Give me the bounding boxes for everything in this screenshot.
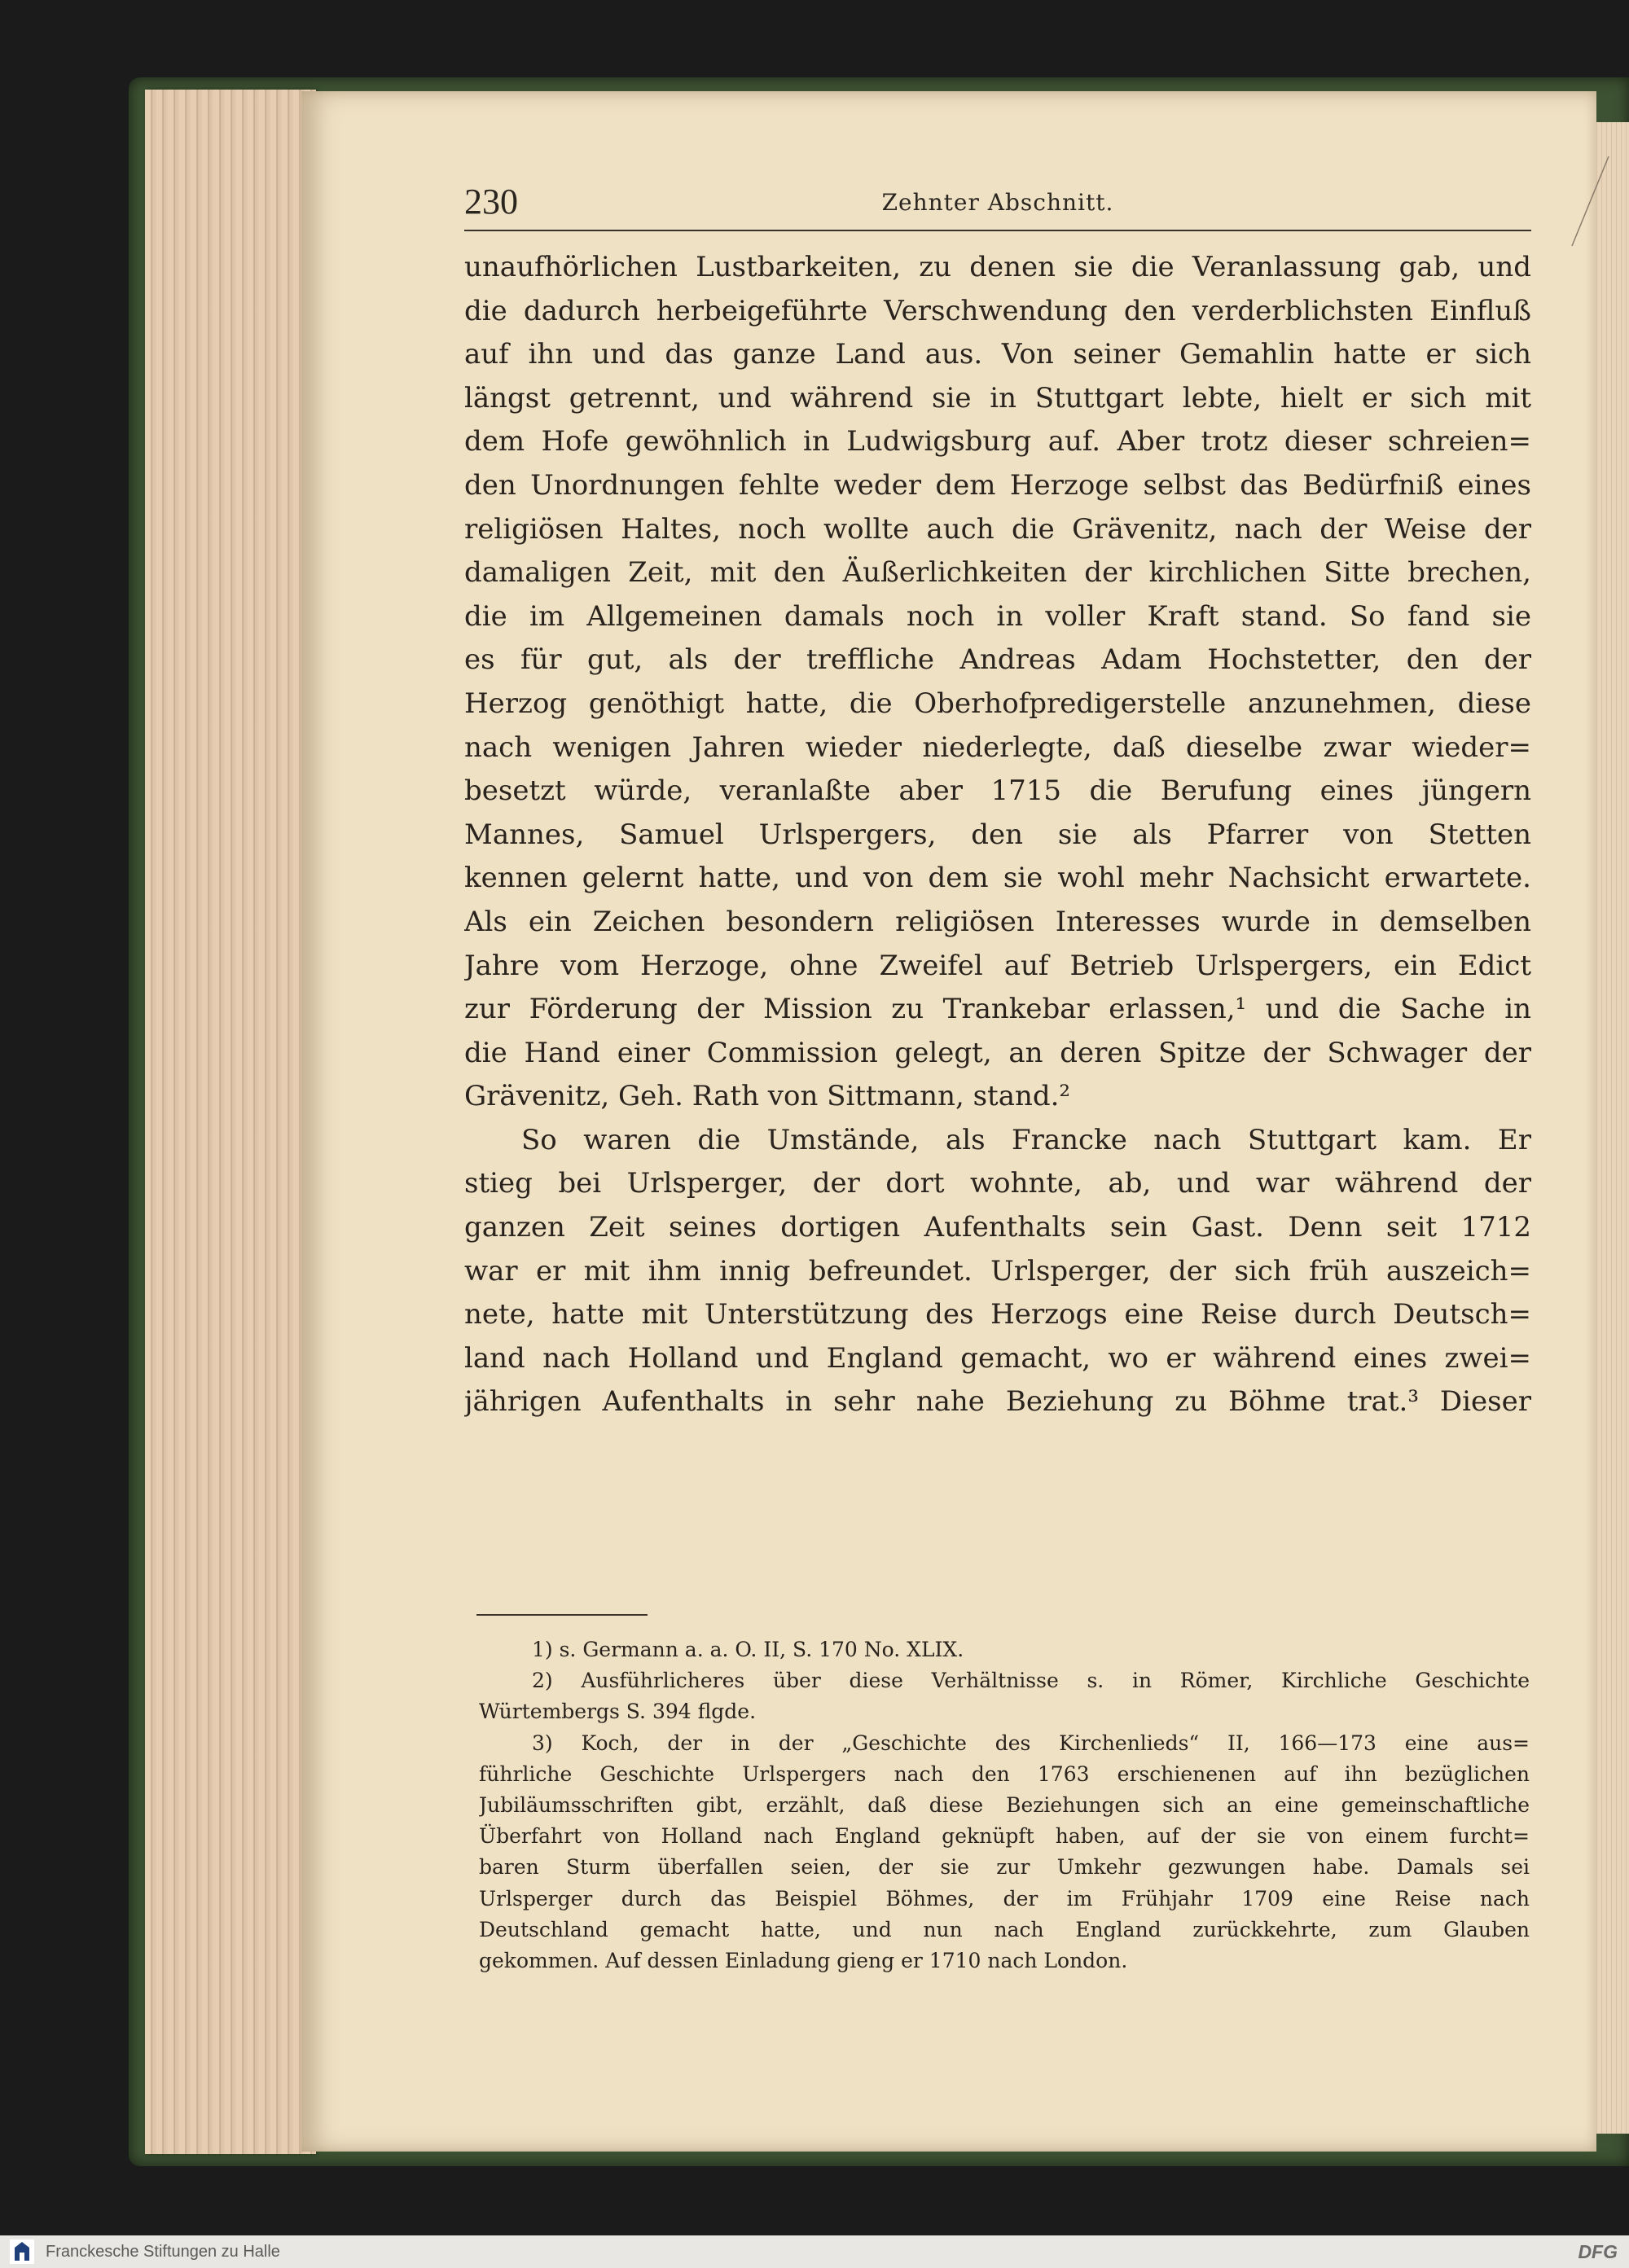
pencil-mark xyxy=(1539,140,1629,254)
body-text xyxy=(464,246,1531,1424)
footnote-line: 3) Koch, der in der „Geschichte des Kirchenlieds“ II, 166—173 eine aus= xyxy=(532,1731,1530,1755)
text-line: die Hand einer Commission gelegt, an deren Spitze der Schwager der xyxy=(464,1036,1531,1069)
institution-logo-icon xyxy=(10,2239,34,2264)
book-page xyxy=(301,91,1596,2152)
footnote-line: Würtembergs S. 394 flgde. xyxy=(479,1700,757,1724)
footnote-line: führliche Geschichte Urlspergers nach den 1763 erschienenen auf ihn bezüglichen xyxy=(479,1761,1530,1786)
text-line: kennen gelernt hatte, und von dem sie wohl mehr Nachsicht erwartete. xyxy=(464,862,1531,895)
text-line: zur Förderung der Mission zu Trankebar erlassen,¹ und die Sache in xyxy=(464,993,1531,1026)
footnote-line: Deutschland gemacht hatte, und nun nach England zurückkehrte, zum Glauben xyxy=(479,1917,1530,1941)
footnote-rule xyxy=(476,1614,648,1616)
text-line: Herzog genöthigt hatte, die Oberhofpredigerstelle anzunehmen, diese xyxy=(464,687,1531,720)
text-line: besetzt würde, veranlaßte aber 1715 die Berufung eines jüngern xyxy=(464,774,1531,808)
footnote-line: 2) Ausführlicheres über diese Verhältnisse s. in Römer, Kirchliche Geschichte xyxy=(532,1669,1530,1693)
text-line: die im Allgemeinen damals noch in voller Kraft stand. So fand sie xyxy=(464,599,1531,633)
footnote-line: Jubiläumsschriften gibt, erzählt, daß diese Beziehungen sich an eine gemeinschaftliche xyxy=(479,1792,1530,1817)
text-line: auf ihn und das ganze Land aus. Von seiner Gemahlin hatte er sich xyxy=(464,338,1531,371)
footnote-line: baren Sturm überfallen seien, der sie zur Umkehr gezwungen habe. Damals sei xyxy=(479,1855,1530,1880)
text-line: jährigen Aufenthalts in sehr nahe Beziehung zu Böhme trat.³ Dieser xyxy=(464,1385,1531,1419)
text-line: So waren die Umstände, als Francke nach Stuttgart kam. Er xyxy=(521,1123,1531,1156)
text-line: stieg bei Urlsperger, der dort wohnte, ab, und war während der xyxy=(464,1167,1531,1200)
text-line: den Unordnungen fehlte weder dem Herzoge selbst das Bedürfniß eines xyxy=(464,468,1531,502)
text-line: nach wenigen Jahren wieder niederlegte, daß dieselbe zwar wieder= xyxy=(464,730,1531,764)
text-line: längst getrennt, und während sie in Stuttgart lebte, hielt er sich mit xyxy=(464,381,1531,415)
text-line: es für gut, als der treffliche Andreas Adam Hochstetter, den der xyxy=(464,643,1531,677)
footnote-line: 1) s. Germann a. a. O. II, S. 170 No. XLIX. xyxy=(532,1638,964,1661)
footnote-line: Überfahrt von Holland nach England geknüpft haben, auf der sie von einem furcht= xyxy=(479,1824,1530,1849)
text-line: damaligen Zeit, mit den Äußerlichkeiten der kirchlichen Sitte brechen, xyxy=(464,556,1531,590)
header-rule xyxy=(464,230,1531,231)
footnote-line: gekommen. Auf dessen Einladung gieng er 1710 nach London. xyxy=(479,1948,1128,1972)
page-edges-left xyxy=(145,90,316,2154)
viewer-footer xyxy=(0,2235,1629,2268)
text-line: unaufhörlichen Lustbarkeiten, zu denen sie die Veranlassung gab, und xyxy=(464,251,1531,283)
text-line: die dadurch herbeigeführte Verschwendung den verderblichsten Einfluß xyxy=(464,294,1531,327)
running-title: Zehnter Abschnitt. xyxy=(881,189,1114,216)
footnotes xyxy=(479,1634,1530,1976)
text-line: Als ein Zeichen besondern religiösen Interesses wurde in demselben xyxy=(464,905,1531,938)
page-number: 230 xyxy=(464,182,518,222)
text-line: ganzen Zeit seines dortigen Aufenthalts sein Gast. Denn seit 1712 xyxy=(464,1211,1531,1244)
text-line: religiösen Haltes, noch wollte auch die Grävenitz, nach der Weise der xyxy=(464,512,1531,546)
text-line: dem Hofe gewöhnlich in Ludwigsburg auf. Aber trotz dieser schreien= xyxy=(464,425,1531,458)
footnote-line: Urlsperger durch das Beispiel Böhmes, der im Frühjahr 1709 eine Reise nach xyxy=(479,1886,1530,1910)
text-line: Grävenitz, Geh. Rath von Sittmann, stand.² xyxy=(464,1080,1071,1113)
text-line: nete, hatte mit Unterstützung des Herzogs eine Reise durch Deutsch= xyxy=(464,1298,1531,1331)
institution-name: Franckesche Stiftungen zu Halle xyxy=(46,2243,280,2261)
text-line: war er mit ihm innig befreundet. Urlsperger, der sich früh auszeich= xyxy=(464,1254,1531,1288)
running-head xyxy=(464,181,1531,230)
text-line: Jahre vom Herzoge, ohne Zweifel auf Betrieb Urlspergers, ein Edict xyxy=(464,949,1531,982)
text-line: land nach Holland und England gemacht, wo er während eines zwei= xyxy=(464,1341,1531,1375)
text-line: Mannes, Samuel Urlspergers, den sie als Pfarrer von Stetten xyxy=(464,818,1531,851)
dfg-logo: DFG xyxy=(1578,2241,1618,2262)
page-edges-right xyxy=(1592,122,1629,2134)
